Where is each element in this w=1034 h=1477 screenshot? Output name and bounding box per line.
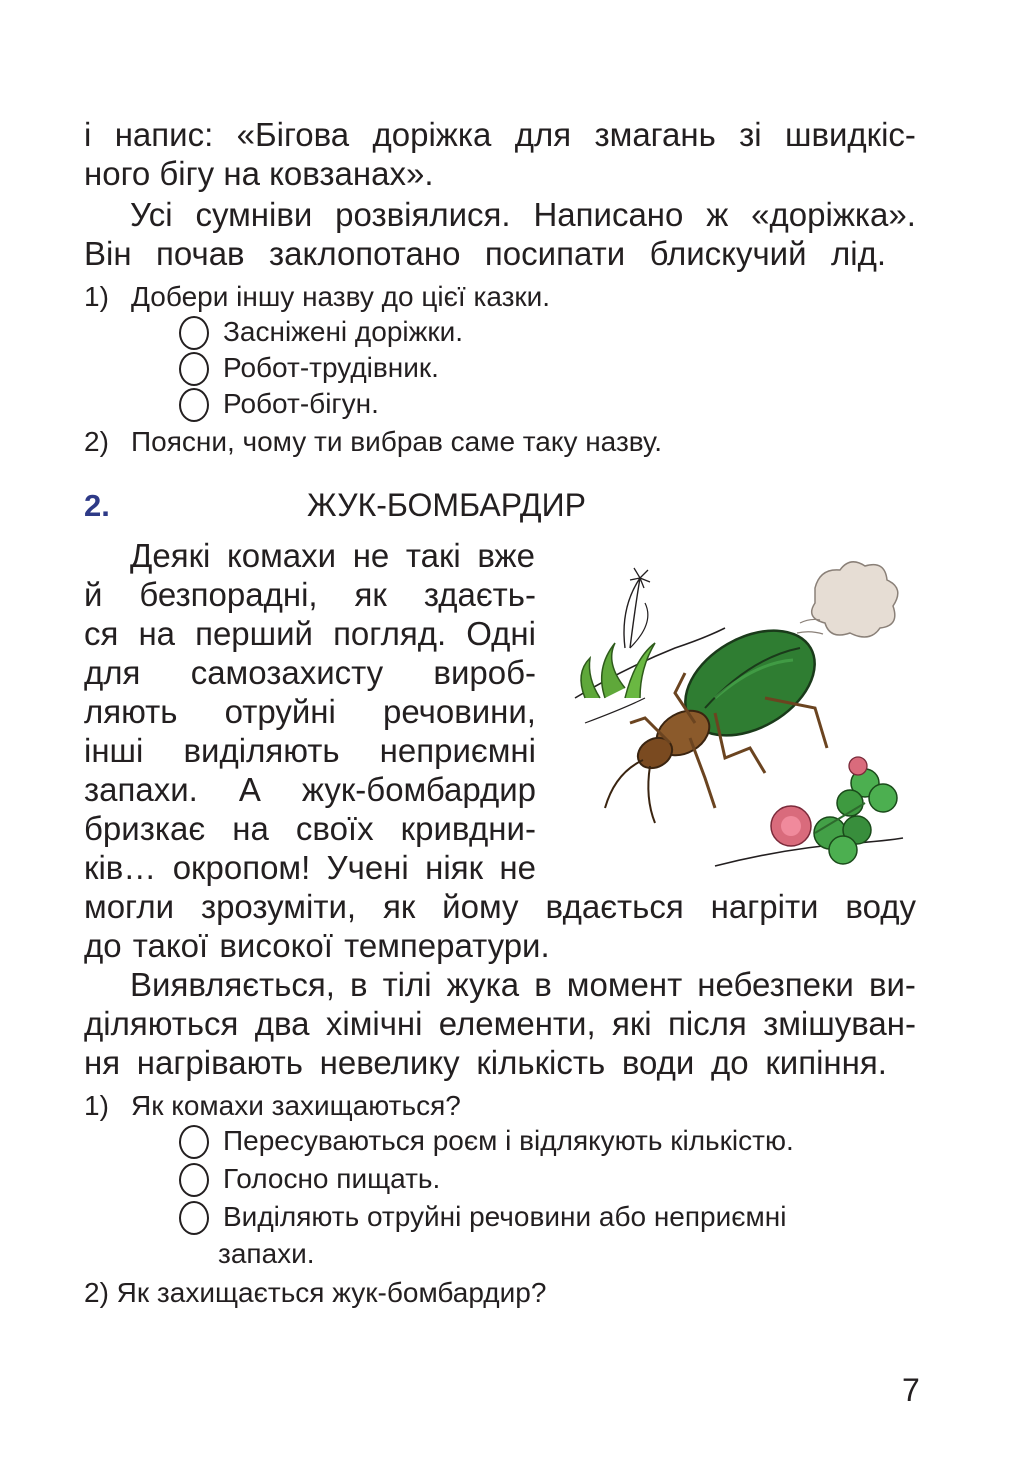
- bombardier-beetle-illustration: [565, 548, 905, 873]
- word: небезпеки: [697, 966, 854, 1003]
- task2-option-3-continued: запахи.: [218, 1238, 315, 1269]
- word: ви-: [868, 966, 916, 1003]
- word: вже: [477, 537, 535, 574]
- word: ляють: [84, 693, 178, 730]
- word: змішуван-: [763, 1005, 916, 1042]
- word: елементи,: [438, 1005, 596, 1042]
- answer-checkbox[interactable]: [179, 1201, 209, 1235]
- task2-q1-number: 1): [84, 1090, 109, 1121]
- word: своїх: [295, 810, 374, 847]
- word: кипіння.: [765, 1044, 887, 1081]
- task2-option-1: Пересуваються роєм і відлякують кількістю.: [223, 1125, 794, 1156]
- word: «доріжка».: [751, 196, 916, 233]
- word: в: [349, 966, 368, 1003]
- text-line: [84, 1004, 916, 1044]
- word: посипати: [484, 235, 626, 272]
- story-line-1: [84, 115, 916, 155]
- word: ків…: [84, 849, 157, 886]
- word: хімічні: [325, 1005, 423, 1042]
- text-line: [84, 1043, 887, 1083]
- word: швидкіс-: [784, 116, 916, 153]
- word: вироб-: [433, 654, 536, 691]
- word: не: [499, 849, 536, 886]
- word: до: [711, 1044, 749, 1081]
- word: сумніви: [195, 196, 313, 233]
- word: Він: [84, 235, 132, 272]
- word: комахи: [226, 537, 337, 574]
- word: жук-бомбардир: [301, 771, 536, 808]
- word: невелику: [319, 1044, 460, 1081]
- text-line: [84, 809, 536, 849]
- word: тілі: [382, 966, 432, 1003]
- word: кривдни-: [400, 810, 536, 847]
- word: на: [232, 810, 269, 847]
- word: високої: [219, 927, 333, 964]
- word: два: [254, 1005, 310, 1042]
- word: погляд.: [333, 615, 447, 652]
- word: неприємні: [379, 732, 536, 769]
- task1-option-2: Робот-трудівник.: [223, 352, 439, 383]
- task2-option-2: Голосно пищать.: [223, 1163, 441, 1194]
- word: перший: [195, 615, 313, 652]
- word: нагріти: [710, 888, 819, 925]
- word: не: [352, 537, 390, 574]
- word: такої: [132, 927, 209, 964]
- task1-q1-number: 1): [84, 281, 109, 312]
- answer-checkbox[interactable]: [179, 388, 209, 422]
- word: Учені: [326, 849, 409, 886]
- text-line: [84, 614, 536, 654]
- word: самозахисту: [190, 654, 384, 691]
- word: температури.: [344, 927, 550, 964]
- text-line: [84, 575, 536, 615]
- task1-q1-text: Добери іншу назву до цієї казки.: [131, 281, 551, 312]
- word: на: [138, 615, 176, 652]
- answer-checkbox[interactable]: [179, 352, 209, 386]
- word: Написано: [533, 196, 684, 233]
- story-line-2: ного бігу на ковзанах».: [84, 155, 434, 192]
- word: могли: [84, 888, 175, 925]
- word: які: [611, 1005, 652, 1042]
- word: Деякі: [130, 537, 211, 574]
- word: й: [84, 576, 103, 613]
- word: воду: [845, 888, 916, 925]
- word: для: [514, 116, 572, 153]
- task1-option-3: Робот-бігун.: [223, 388, 379, 419]
- page-number: 7: [902, 1372, 920, 1408]
- word: для: [84, 654, 141, 691]
- task1-option-1: Засніжені доріжки.: [223, 316, 464, 347]
- word: Виявляється,: [130, 966, 335, 1003]
- word: жука: [446, 966, 520, 1003]
- word: момент: [566, 966, 683, 1003]
- word: бризкає: [84, 810, 206, 847]
- text-line: [130, 965, 916, 1005]
- answer-checkbox[interactable]: [179, 316, 209, 350]
- word: і: [84, 116, 92, 153]
- word: «Бігова: [236, 116, 350, 153]
- text-line: [84, 770, 536, 810]
- word: ніяк: [425, 849, 484, 886]
- word: Усі: [130, 196, 173, 233]
- word: такі: [405, 537, 461, 574]
- word: змагань: [594, 116, 716, 153]
- task1-q2-text: Поясни, чому ти вибрав саме таку назву.: [131, 426, 663, 457]
- word: в: [534, 966, 552, 1003]
- word: кількість: [476, 1044, 606, 1081]
- word: окропом!: [172, 849, 311, 886]
- text-line: [84, 653, 536, 693]
- word: речовини,: [383, 693, 536, 730]
- word: отруйні: [224, 693, 336, 730]
- story-line-3: [130, 195, 916, 235]
- word: безпорадні,: [139, 576, 318, 613]
- task2-option-3: Виділяють отруйні речовини або неприємні: [223, 1201, 787, 1232]
- word: блискучий: [649, 235, 807, 272]
- text-line: [84, 731, 536, 771]
- word: інші: [84, 732, 144, 769]
- answer-checkbox[interactable]: [179, 1125, 209, 1159]
- word: Одні: [466, 615, 536, 652]
- word: діляються: [84, 1005, 239, 1042]
- word: запахи.: [84, 771, 198, 808]
- word: ня: [84, 1044, 121, 1081]
- text-line: [84, 692, 536, 732]
- word: води: [621, 1044, 695, 1081]
- task2-q1-text: Як комахи захищаються?: [131, 1090, 461, 1121]
- word: почав: [156, 235, 245, 272]
- word: здаєть-: [423, 576, 536, 613]
- word: ся: [84, 615, 119, 652]
- word: напис:: [114, 116, 214, 153]
- word: зрозуміти,: [200, 888, 357, 925]
- word: заклопотано: [269, 235, 461, 272]
- word: розвіялися.: [335, 196, 511, 233]
- text-line: [130, 536, 535, 576]
- word: лід.: [830, 235, 886, 272]
- word: доріжка: [372, 116, 492, 153]
- exercise-title: ЖУК-БОМБАРДИР: [307, 487, 586, 523]
- task2-q2-text: 2) Як захищається жук-бомбардир?: [84, 1277, 547, 1308]
- word: нагрівають: [136, 1044, 303, 1081]
- text-line: [84, 848, 536, 888]
- task1-q2-number: 2): [84, 426, 109, 457]
- text-line: [84, 926, 550, 966]
- word: зі: [739, 116, 762, 153]
- word: вдається: [545, 888, 684, 925]
- word: після: [667, 1005, 747, 1042]
- word: як: [354, 576, 387, 613]
- word: як: [382, 888, 416, 925]
- exercise-number: 2.: [84, 488, 110, 523]
- word: А: [238, 771, 261, 808]
- word: ж: [706, 196, 729, 233]
- word: до: [84, 927, 122, 964]
- answer-checkbox[interactable]: [179, 1163, 209, 1197]
- word: йому: [442, 888, 519, 925]
- word: виділяють: [183, 732, 340, 769]
- story-line-4: [84, 234, 886, 274]
- text-line: [84, 887, 916, 927]
